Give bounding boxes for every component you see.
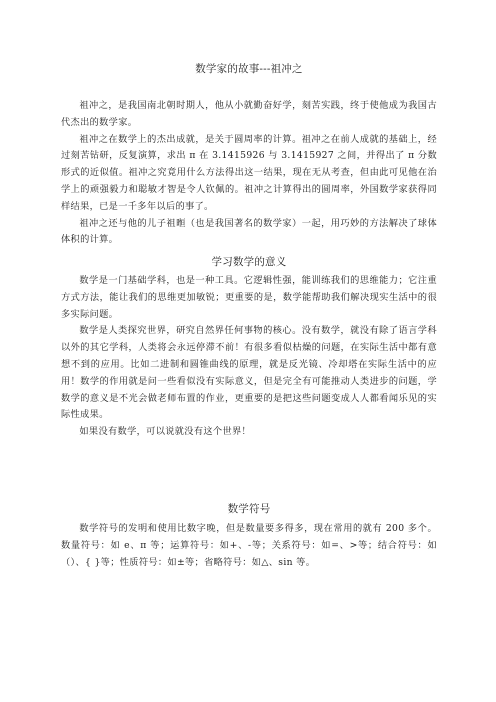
paragraph: 数学符号的发明和使用比数字晚，但是数量要多得多，现在常用的就有 200 多个。数量符号：如 e、π 等；运算符号：如+、-等；关系符号：如=、>等；结合符号：如（）、{ }等；性质符号：如±等；省略符号：如△、sin 等。 (61, 523, 437, 568)
section-title: 学习数学的意义 (211, 256, 287, 268)
section-meaning-of-math (61, 255, 437, 441)
paragraph: 祖冲之在数学上的杰出成就，是关于圆周率的计算。祖冲之在前人成就的基础上，经过刻苦钻研，反复演算，求出 π 在 3.1415926 与 3.1415927 之间，并得出了 π 分数形式的近似值。祖冲之究竟用什么方法得出这一结果，现在无从考查，但由此可见他在治学上的顽强毅力和聪敏才智是令人钦佩的。祖冲之计算得出的圆周率，外国数学家获得同样结果，已是一千多年以后的事了。 (61, 133, 437, 212)
section-title: 数学家的故事---祖冲之 (195, 63, 303, 75)
paragraph: 数学是人类探究世界，研究自然界任何事物的核心。没有数学，就没有除了语言学科以外的其它学科，人类将会永远停滞不前！有很多看似枯燥的问题，在实际生活中都有意想不到的应用。比如二进制和圆锥曲线的原理，就是反光镜、冷却塔在实际生活中的应用！数学的作用就是问一些看似没有实际意义，但是完全有可能推动人类进步的问题，学数学的意义是不光会做老师布置的作业，更重要的是把这些问题变成人人都看闻乐见的实际性成果。 (61, 325, 437, 421)
paragraph: 数学是一门基础学科，也是一种工具。它逻辑性强，能训练我们的思维能力；它注重方式方法，能让我们的思维更加敏锐；更重要的是，数学能帮助我们解决现实生活中的很多实际问题。 (61, 275, 437, 320)
section-math-symbols (61, 502, 437, 571)
section-title: 数学符号 (227, 503, 271, 515)
paragraph: 祖冲之还与他的儿子祖暅（也是我国著名的数学家）一起，用巧妙的方法解决了球体体积的计算。 (61, 217, 437, 246)
paragraph: 如果没有数学，可以说就没有这个世界！ (79, 426, 252, 438)
paragraph: 祖冲之，是我国南北朝时期人，他从小就勤奋好学，刻苦实践，终于使他成为我国古代杰出的数学家。 (61, 100, 437, 128)
section-zu-chongzhi (61, 62, 437, 249)
